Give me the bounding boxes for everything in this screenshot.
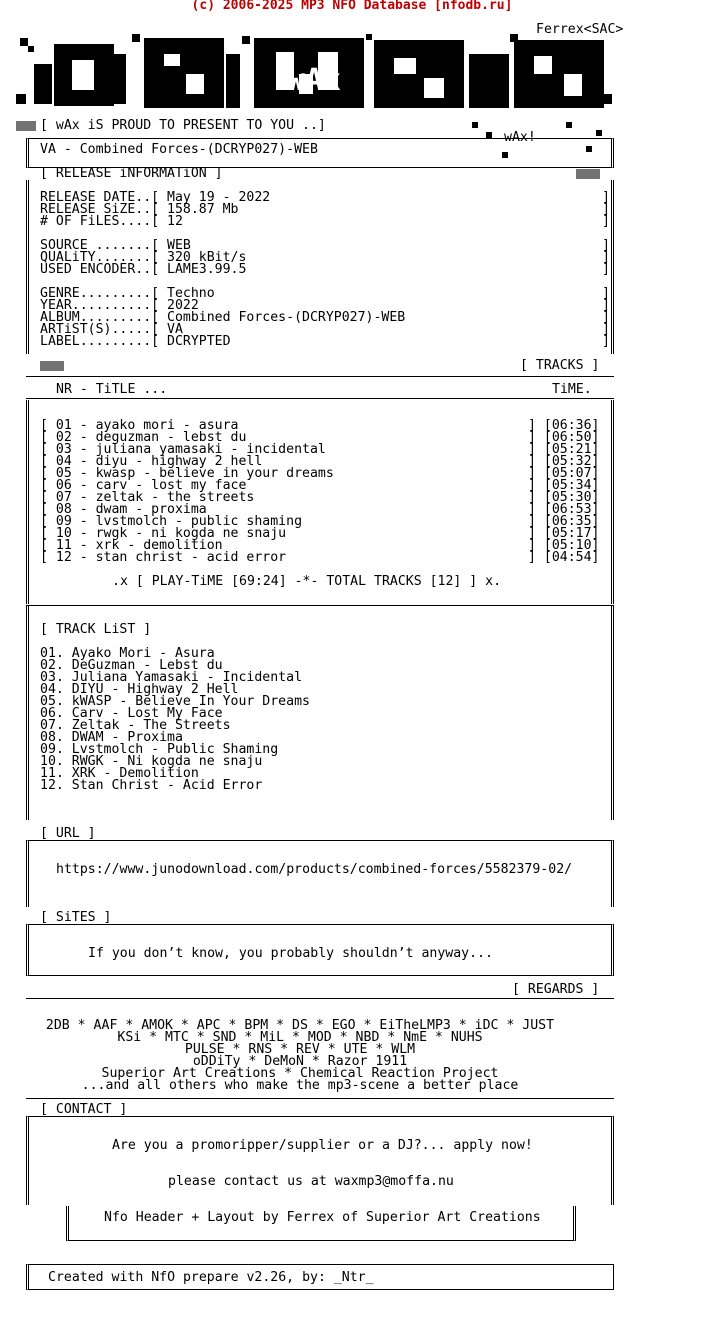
track-row: [ 11 - xrk - demolition [40,538,223,553]
track-list-item: 06. Carv - Lost My Face [40,706,223,721]
dither-mark [576,168,604,180]
regards-line: KSi * MTC * SND * MiL * MOD * NBD * NmE * NUHS [117,1030,483,1045]
footer-credit: Created with NfO prepare v2.26, by: _Ntr_ [48,1270,374,1285]
track-time: ] [05:32] [528,454,600,469]
bracket-close: ] [602,238,610,253]
bracket-close: ] [602,310,610,325]
bracket-close: ] [602,322,610,337]
release-info-row: LABEL.........[ DCRYPTED [40,334,231,349]
divider [26,1098,614,1099]
track-time: ] [05:34] [528,478,600,493]
release-info-row: ARTiST(S).....[ VA [40,322,183,337]
release-info-row: SOURCE .......[ WEB [40,238,191,253]
contact-box [26,1116,614,1205]
bracket-close: ] [602,190,610,205]
divider [26,998,614,999]
track-row: [ 01 - ayako mori - asura [40,418,239,433]
release-info-row: # OF FiLES....[ 12 [40,214,183,229]
dither-mark-left [16,120,40,132]
tracks-heading: [ TRACKS ] [520,358,600,373]
regards-line: oDDiTy * DeMoN * Razor 1911 [192,1054,408,1069]
track-time: ] [04:54] [528,550,600,565]
track-list-heading: [ TRACK LiST ] [40,622,152,637]
regards-heading: [ REGARDS ] [512,982,600,997]
wax-logo [14,34,614,114]
bracket-close: ] [602,262,610,277]
play-time-summary: .x [ PLAY-TiME [69:24] -*- TOTAL TRACKS [12] ] x. [112,574,502,589]
sites-heading: [ SiTES ] [40,910,112,925]
track-list-item: 12. Stan Christ - Acid Error [40,778,263,793]
col-time: TiME. [552,382,592,397]
track-list-item: 05. kWASP - Believe In Your Dreams [40,694,310,709]
track-time: ] [05:30] [528,490,600,505]
release-info-row: YEAR..........[ 2022 [40,298,199,313]
release-info-row: USED ENCODER..[ LAME3.99.5 [40,262,247,277]
track-time: ] [06:35] [528,514,600,529]
track-row: [ 02 - deguzman - lebst du [40,430,247,445]
track-time: ] [05:07] [528,466,600,481]
track-row: [ 05 - kwasp - believe in your dreams [40,466,334,481]
dither-mark [40,360,68,372]
release-title: VA - Combined Forces-(DCRYP027)-WEB [40,142,318,157]
nfodb-banner[interactable]: (c) 2006-2025 MP3 NFO Database [nfodb.ru] [191,0,513,13]
track-row: [ 07 - zeltak - the streets [40,490,255,505]
track-list-item: 10. RWGK - Ni kogda ne snaju [40,754,263,769]
divider [26,398,614,399]
track-list-item: 09. Lvstmolch - Public Shaming [40,742,279,757]
track-time: ] [06:36] [528,418,600,433]
artist-tag: Ferrex<SAC> [536,22,624,37]
url-link[interactable]: https://www.junodownload.com/products/combined-forces/5582379-02/ [56,862,573,877]
track-row: [ 06 - carv - lost my face [40,478,247,493]
track-time: ] [06:53] [528,502,600,517]
release-info-row: RELEASE DATE..[ May 19 - 2022 [40,190,271,205]
sites-text: If you don’t know, you probably shouldn’t anyway... [88,946,493,961]
release-info-row: QUALiTY.......[ 320 kBit/s [40,250,247,265]
track-list-item: 01. Ayako Mori - Asura [40,646,215,661]
bracket-close: ] [602,286,610,301]
logo-text: wAx [286,63,342,98]
track-row: [ 12 - stan christ - acid error [40,550,287,565]
regards-line: ...and all others who make the mp3-scene a better place [81,1078,519,1093]
release-info-heading: [ RELEASE iNFORMATiON ] [40,166,223,181]
bracket-close: ] [602,334,610,349]
release-info-row: GENRE.........[ Techno [40,286,215,301]
layout-credit: Nfo Header + Layout by Ferrex of Superior Art Creations [104,1210,541,1225]
track-row: [ 03 - juliana yamasaki - incidental [40,442,326,457]
bracket-close: ] [602,214,610,229]
contact-heading: [ CONTACT ] [40,1102,128,1117]
track-list-item: 03. Juliana Yamasaki - Incidental [40,670,303,685]
track-row: [ 08 - dwam - proxima [40,502,207,517]
track-time: ] [05:10] [528,538,600,553]
track-row: [ 10 - rwgk - ni kogda ne snaju [40,526,287,541]
contact-email[interactable]: please contact us at waxmp3@moffa.nu [168,1174,454,1189]
bracket-close: ] [602,298,610,313]
regards-line: 2DB * AAF * AMOK * APC * BPM * DS * EGO * EiTheLMP3 * iDC * JUST [45,1018,555,1033]
proud-line: [ wAx iS PROUD TO PRESENT TO YOU ..] [40,118,326,133]
regards-line: PULSE * RNS * REV * UTE * WLM [184,1042,416,1057]
url-heading: [ URL ] [40,826,96,841]
track-list-item: 08. DWAM - Proxima [40,730,183,745]
track-list-item: 02. DeGuzman - Lebst du [40,658,223,673]
bracket-close: ] [602,250,610,265]
track-row: [ 04 - diyu - highway 2 hell [40,454,263,469]
col-title: NR - TiTLE ... [56,382,168,397]
bracket-close: ] [602,202,610,217]
track-time: ] [05:21] [528,442,600,457]
contact-apply: Are you a promoripper/supplier or a DJ?... apply now! [112,1138,533,1153]
release-info-row: RELEASE SiZE..[ 158.87 Mb [40,202,239,217]
track-row: [ 09 - lvstmolch - public shaming [40,514,303,529]
track-list-item: 11. XRK - Demolition [40,766,199,781]
release-info-row: ALBUM.........[ Combined Forces-(DCRYP027)-WEB [40,310,406,325]
wax-tag: wAx! [504,130,536,145]
regards-line: Superior Art Creations * Chemical Reaction Project [101,1066,499,1081]
divider [26,376,614,377]
track-list-item: 04. DIYU - Highway 2 Hell [40,682,239,697]
track-time: ] [05:17] [528,526,600,541]
track-list-item: 07. Zeltak - The Streets [40,718,231,733]
track-time: ] [06:50] [528,430,600,445]
